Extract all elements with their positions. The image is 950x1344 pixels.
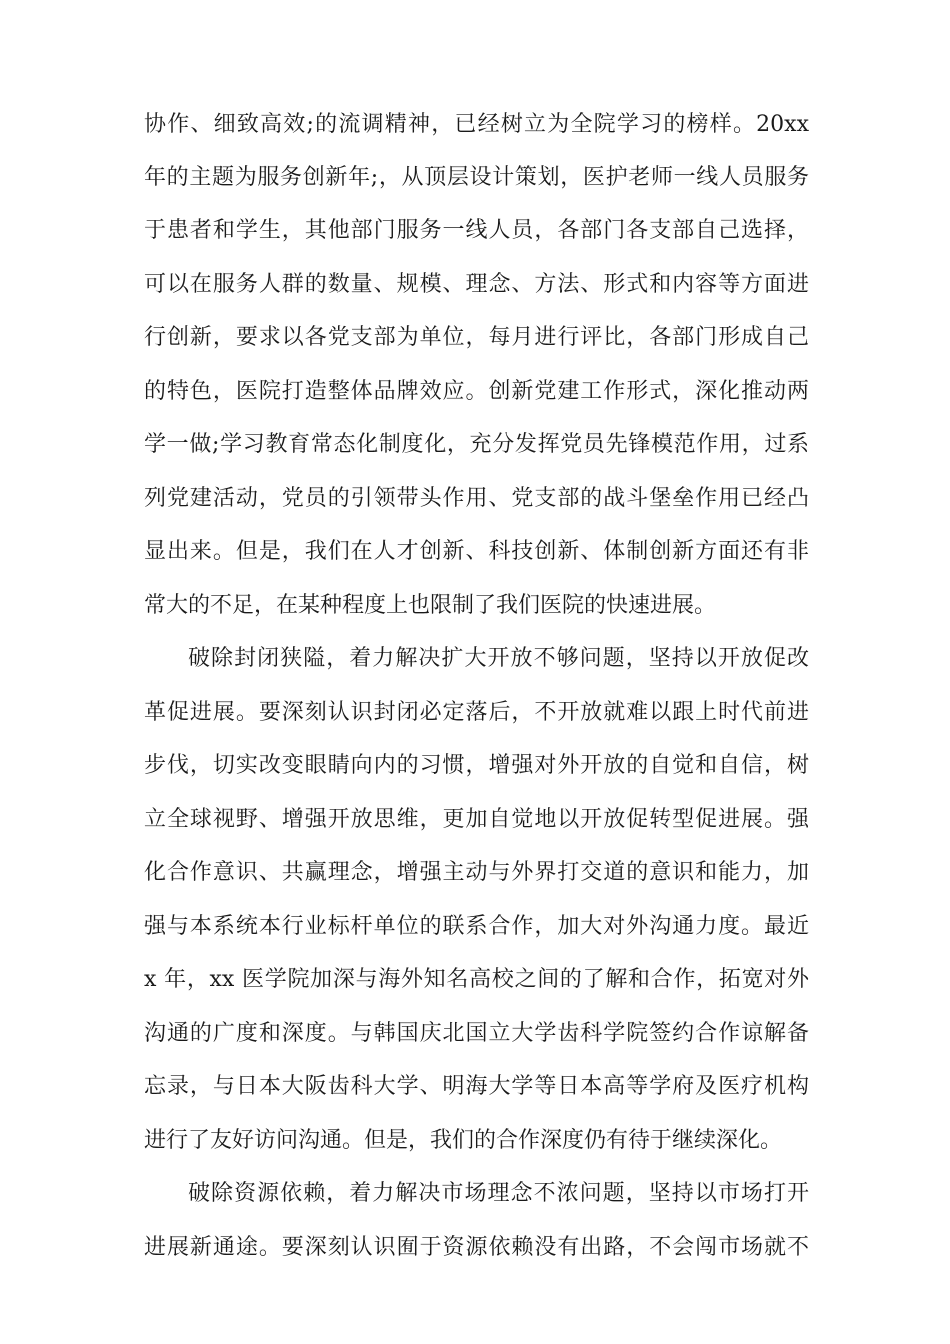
text-line: 进展新通途。要深刻认识囿于资源依赖没有出路，不会闯市场就不 bbox=[144, 1235, 809, 1260]
text-line: 步伐，切实改变眼睛向内的习惯，增强对外开放的自觉和自信，树 bbox=[144, 753, 809, 778]
text-line: 年的主题为服务创新年;，从顶层设计策划，医护老师一线人员服务 bbox=[144, 165, 809, 190]
text-line: 列党建活动，党员的引领带头作用、党支部的战斗堡垒作用已经凸 bbox=[144, 486, 809, 511]
paragraph-first-line: 破除封闭狭隘，着力解决扩大开放不够问题，坚持以开放促改 bbox=[188, 646, 809, 671]
text-line: 沟通的广度和深度。与韩国庆北国立大学齿科学院签约合作谅解备 bbox=[144, 1021, 809, 1046]
text-line: 可以在服务人群的数量、规模、理念、方法、形式和内容等方面进 bbox=[144, 272, 809, 297]
text-line: 革促进展。要深刻认识封闭必定落后，不开放就难以跟上时代前进 bbox=[144, 700, 809, 725]
text-line: 的特色，医院打造整体品牌效应。创新党建工作形式，深化推动两 bbox=[144, 379, 809, 404]
text-line: x 年，xx 医学院加深与海外知名高校之间的了解和合作，拓宽对外 bbox=[144, 967, 809, 992]
paragraph-first-line: 破除资源依赖，着力解决市场理念不浓问题，坚持以市场打开 bbox=[188, 1181, 809, 1206]
text-line: 显出来。但是，我们在人才创新、科技创新、体制创新方面还有非 bbox=[144, 539, 809, 564]
text-line: 常大的不足，在某种程度上也限制了我们医院的快速进展。 bbox=[144, 593, 717, 618]
text-line: 立全球视野、增强开放思维，更加自觉地以开放促转型促进展。强 bbox=[144, 807, 809, 832]
text-line: 化合作意识、共赢理念，增强主动与外界打交道的意识和能力，加 bbox=[144, 860, 809, 885]
text-line: 于患者和学生，其他部门服务一线人员，各部门各支部自己选择， bbox=[144, 218, 809, 243]
text-line: 进行了友好访问沟通。但是，我们的合作深度仍有待于继续深化。 bbox=[144, 1128, 783, 1153]
text-line: 行创新，要求以各党支部为单位，每月进行评比，各部门形成自己 bbox=[144, 325, 809, 350]
text-line: 强与本系统本行业标杆单位的联系合作，加大对外沟通力度。最近 bbox=[144, 914, 809, 939]
text-line: 协作、细致高效;的流调精神，已经树立为全院学习的榜样。20xx bbox=[144, 112, 809, 137]
text-line: 学一做;学习教育常态化制度化，充分发挥党员先锋模范作用，过系 bbox=[144, 432, 809, 457]
text-line: 忘录，与日本大阪齿科大学、明海大学等日本高等学府及医疗机构 bbox=[144, 1074, 809, 1099]
